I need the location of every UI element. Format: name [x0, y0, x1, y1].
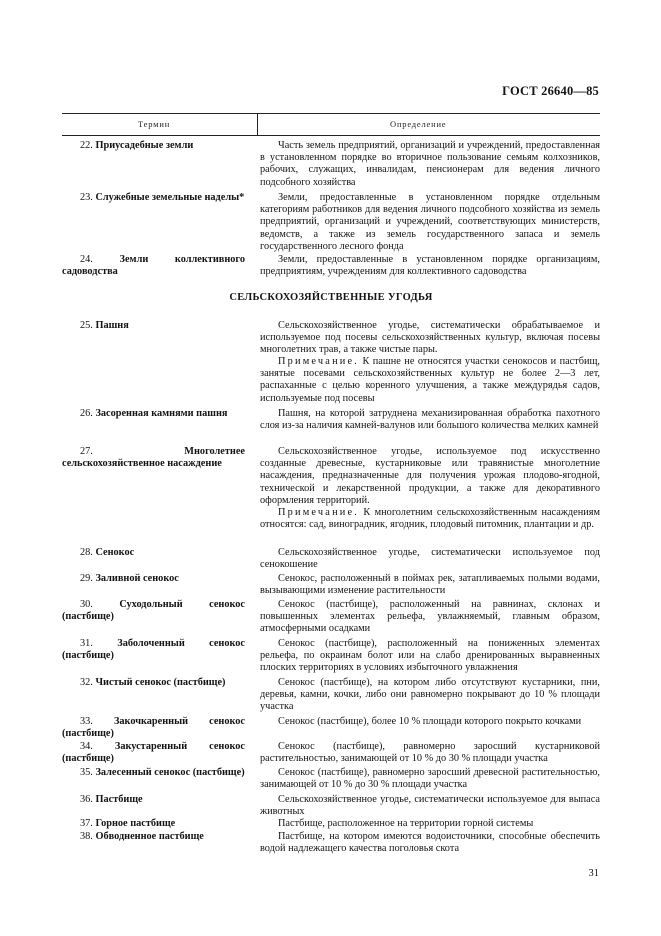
term-name: 24. Земли коллективного садоводства: [62, 254, 246, 278]
term-definition: Сенокос (пастбище), расположенный на равнинах, склонах и повышенных элементах рельефа, увлажняемый, главным образом, атмосферными осадками: [260, 599, 600, 635]
term-name: 27. Многолетнее сельскохозяйственное насаждение: [62, 446, 245, 470]
term-name: 31. Заболоченный сенокос (пастбище): [62, 638, 245, 662]
term-definition: Сенокос (пастбище), равномерно заросший древесной растительностью, занимающей от 10 % до 30 % площади участка: [260, 767, 600, 791]
term-name: 28. Сенокос: [80, 547, 135, 558]
term-name: 37. Горное пастбище: [80, 818, 176, 829]
table-header-divider: [257, 113, 258, 135]
column-header-definition: Определение: [390, 119, 447, 129]
term-definition: Пастбище, на котором имеются водоисточники, способные обеспечить водой надлежащего качества поголовья скота: [260, 831, 600, 855]
term-definition: Сенокос (пастбище), равномерно заросший кустарниковой растительностью, занимающей от 10 % до 30 % площади участка: [260, 741, 600, 765]
term-definition: Сенокос (пастбище), расположенный на пониженных элементах рельефа, по окраинам болот или на слабо дренированных выравненных плоских территориях в условиях избыточного увлажнения: [260, 638, 600, 674]
term-definition: Часть земель предприятий, организаций и учреждений, предоставленная в установленном порядке во вторичное пользование семьям колхозников, рабочих, служащих, инвалидам, пенсионерам для ведения личного подсобного хозяйства: [260, 140, 600, 188]
table-header-rule: [62, 135, 600, 136]
table-top-rule: [62, 113, 600, 114]
term-name: 25. Пашня: [80, 320, 129, 331]
page-number: 31: [588, 868, 599, 879]
term-name: 38. Обводненное пастбище: [80, 831, 204, 842]
term-definition: Сенокос (пастбище), более 10 % площади которого покрыто кочками: [278, 716, 582, 727]
term-definition: Сельскохозяйственное угодье, используемое под искусственно созданные древесные, кустарниковые или травянистые многолетние насаждения, предназначенные для получения урожая плодово-ягодной, технической и лекарственной продукции, а также для декоративного оформления территорий.: [260, 446, 600, 506]
term-name: 35. Залесенный сенокос (пастбище): [80, 767, 245, 778]
term-definition: Сельскохозяйственное угодье, систематически обрабатываемое и используемое под посевы сельскохозяйственных культур, включая посевы многолетних трав, а также чистые пары.: [260, 320, 600, 356]
term-definition: Сенокос, расположенный в поймах рек, затапливаемых полыми водами, вызывающими изменение растительности: [260, 573, 600, 597]
term-definition: Пашня, на которой затруднена механизированная обработка пахотного слоя из-за наличия камней-валунов или большого количества мелких камней: [260, 408, 600, 432]
column-header-term: Термин: [138, 119, 171, 129]
section-title: СЕЛЬСКОХОЗЯЙСТВЕННЫЕ УГОДЬЯ: [229, 292, 433, 303]
term-definition: Сельскохозяйственное угодье, систематически используемое для выпаса животных: [260, 794, 600, 818]
term-name: 33. Закочкаренный сенокос (пастбище): [62, 716, 245, 740]
term-name: 32. Чистый сенокос (пастбище): [80, 677, 226, 688]
term-name: 26. Засоренная камнями пашня: [80, 408, 228, 419]
term-name: 34. Закустаренный сенокос (пастбище): [62, 741, 245, 765]
term-name: 23. Служебные земельные наделы*: [80, 192, 245, 203]
term-name: 22. Приусадебные земли: [80, 140, 194, 151]
term-name: 36. Пастбище: [80, 794, 143, 805]
term-definition: Земли, предоставленные в установленном порядке организациям, предприятиям, учреждениям для коллективного садоводства: [260, 254, 600, 278]
term-name: 29. Заливной сенокос: [80, 573, 179, 584]
term-definition: Сельскохозяйственное угодье, систематически используемое под сенокошение: [260, 547, 600, 571]
term-note: Примечание. К пашне не относятся участки сенокосов и пастбищ, занятые посевами сельскохозяйственных культур не более 2—3 лет, распаханные с целью коренного улучшения, а также междурядья садов, используемые под посевы: [260, 356, 600, 404]
document-code: ГОСТ 26640—85: [502, 84, 599, 98]
term-definition: Пастбище, расположенное на территории горной системы: [278, 818, 534, 829]
term-note: Примечание. К многолетним сельскохозяйственным насаждениям относятся: сад, виноградник, ягодник, плодовый питомник, плантации и др.: [260, 507, 600, 531]
term-definition: Земли, предоставленные в установленном порядке отдельным категориям работников для ведения личного подсобного хозяйства из земель предприятий, организаций и учреждений, соответствующих министерств, ведомств, а также из земель государственного запаса и земель государственного лесного фонда: [260, 192, 600, 252]
term-definition: Сенокос (пастбище), на котором либо отсутствуют кустарники, пни, деревья, камни, кочки, либо они равномерно покрывают до 10 % площади участка: [260, 677, 600, 713]
term-name: 30. Суходольный сенокос (пастбище): [62, 599, 245, 623]
